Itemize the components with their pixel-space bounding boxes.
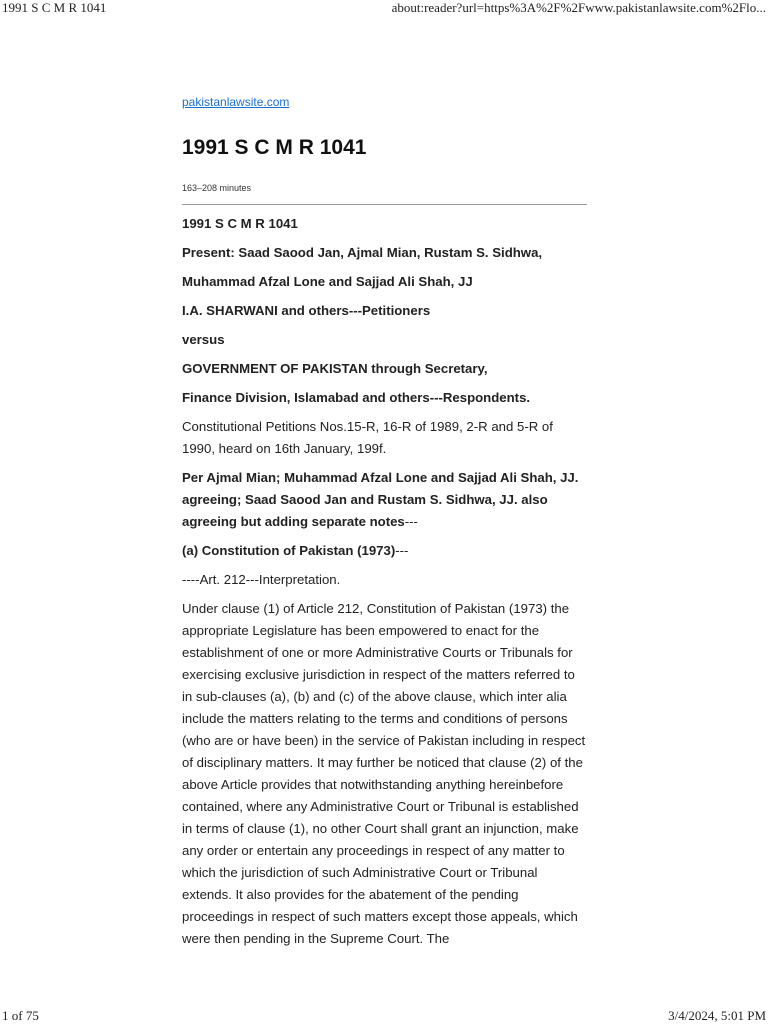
petitioners-line bbox=[182, 300, 587, 322]
per-judges-paragraph bbox=[182, 467, 587, 533]
petitioners-name: I.A. SHARWANI and others bbox=[182, 303, 349, 318]
reading-time: 163–208 minutes bbox=[182, 183, 252, 193]
respondents-line-1: GOVERNMENT OF PAKISTAN through Secretary, bbox=[182, 361, 488, 376]
bench-line-1: Present: Saad Saood Jan, Ajmal Mian, Rustam S. Sidhwa, bbox=[182, 245, 543, 260]
page-counter: 1 of 75 bbox=[2, 1008, 39, 1023]
main-paragraph: Under clause (1) of Article 212, Constitution of Pakistan (1973) the appropriate Legislature has been empowered to enact for the establishment of one or more Administrative Courts or Tribunals for exercising exclusive jurisdiction in respect of the matters referred to in sub-clauses (a), (b) and (c) of the above clause, which inter alia include the matters relating to the terms and conditions of persons (who are or have been) in the service of Pakistan including in respect of disciplinary matters. It may further be noticed that clause (2) of the above Article provides that notwithstanding anything hereinbefore contained, where any Administrative Court or Tribunal is established in terms of clause (1), no other Court shall grant an injunction, make any order or entertain any proceedings in respect of any matter to which the jurisdiction of such Administrative Court or Tribunal extends. It also provides for the abatement of the pending proceedings in respect of such matters except those appeals, which were then pending in the Supreme Court. The bbox=[182, 601, 586, 946]
petitions-paragraph: Constitutional Petitions Nos.15-R, 16-R of 1989, 2-R and 5-R of 1990, heard on 16th January, 199f. bbox=[182, 419, 553, 456]
reader-view bbox=[182, 93, 587, 957]
bench-line-2: Muhammad Afzal Lone and Sajjad Ali Shah, JJ bbox=[182, 274, 473, 289]
page-title: 1991 S C M R 1041 bbox=[182, 136, 367, 159]
per-judges-bold: Per Ajmal Mian; Muhammad Afzal Lone and Sajjad Ali Shah, JJ. agreeing; Saad Saood Jan and Rustam S. Sidhwa, JJ. also agreeing but adding separate notes bbox=[182, 470, 579, 529]
respondents-role: ---Respondents. bbox=[429, 390, 531, 405]
article-body bbox=[182, 213, 587, 950]
respondents-name: Finance Division, Islamabad and others bbox=[182, 390, 430, 405]
heading-a-bold: (a) Constitution of Pakistan (1973) bbox=[182, 543, 396, 558]
print-timestamp: 3/4/2024, 5:01 PM bbox=[668, 1008, 766, 1023]
petitioners-role: ---Petitioners bbox=[348, 303, 431, 318]
print-header-title: 1991 S C M R 1041 bbox=[2, 0, 107, 15]
heading-a-tail: --- bbox=[395, 543, 409, 558]
article-reference: ----Art. 212---Interpretation. bbox=[182, 572, 341, 587]
citation: 1991 S C M R 1041 bbox=[182, 216, 298, 231]
site-link[interactable]: pakistanlawsite.com bbox=[182, 95, 290, 109]
respondents-line-2 bbox=[182, 387, 587, 409]
versus-line: versus bbox=[182, 332, 225, 347]
per-judges-tail: --- bbox=[404, 514, 418, 529]
header-divider bbox=[182, 204, 587, 205]
heading-a bbox=[182, 540, 587, 562]
print-header-url: about:reader?url=https%3A%2F%2Fwww.pakistanlawsite.com%2Flo... bbox=[391, 0, 766, 15]
